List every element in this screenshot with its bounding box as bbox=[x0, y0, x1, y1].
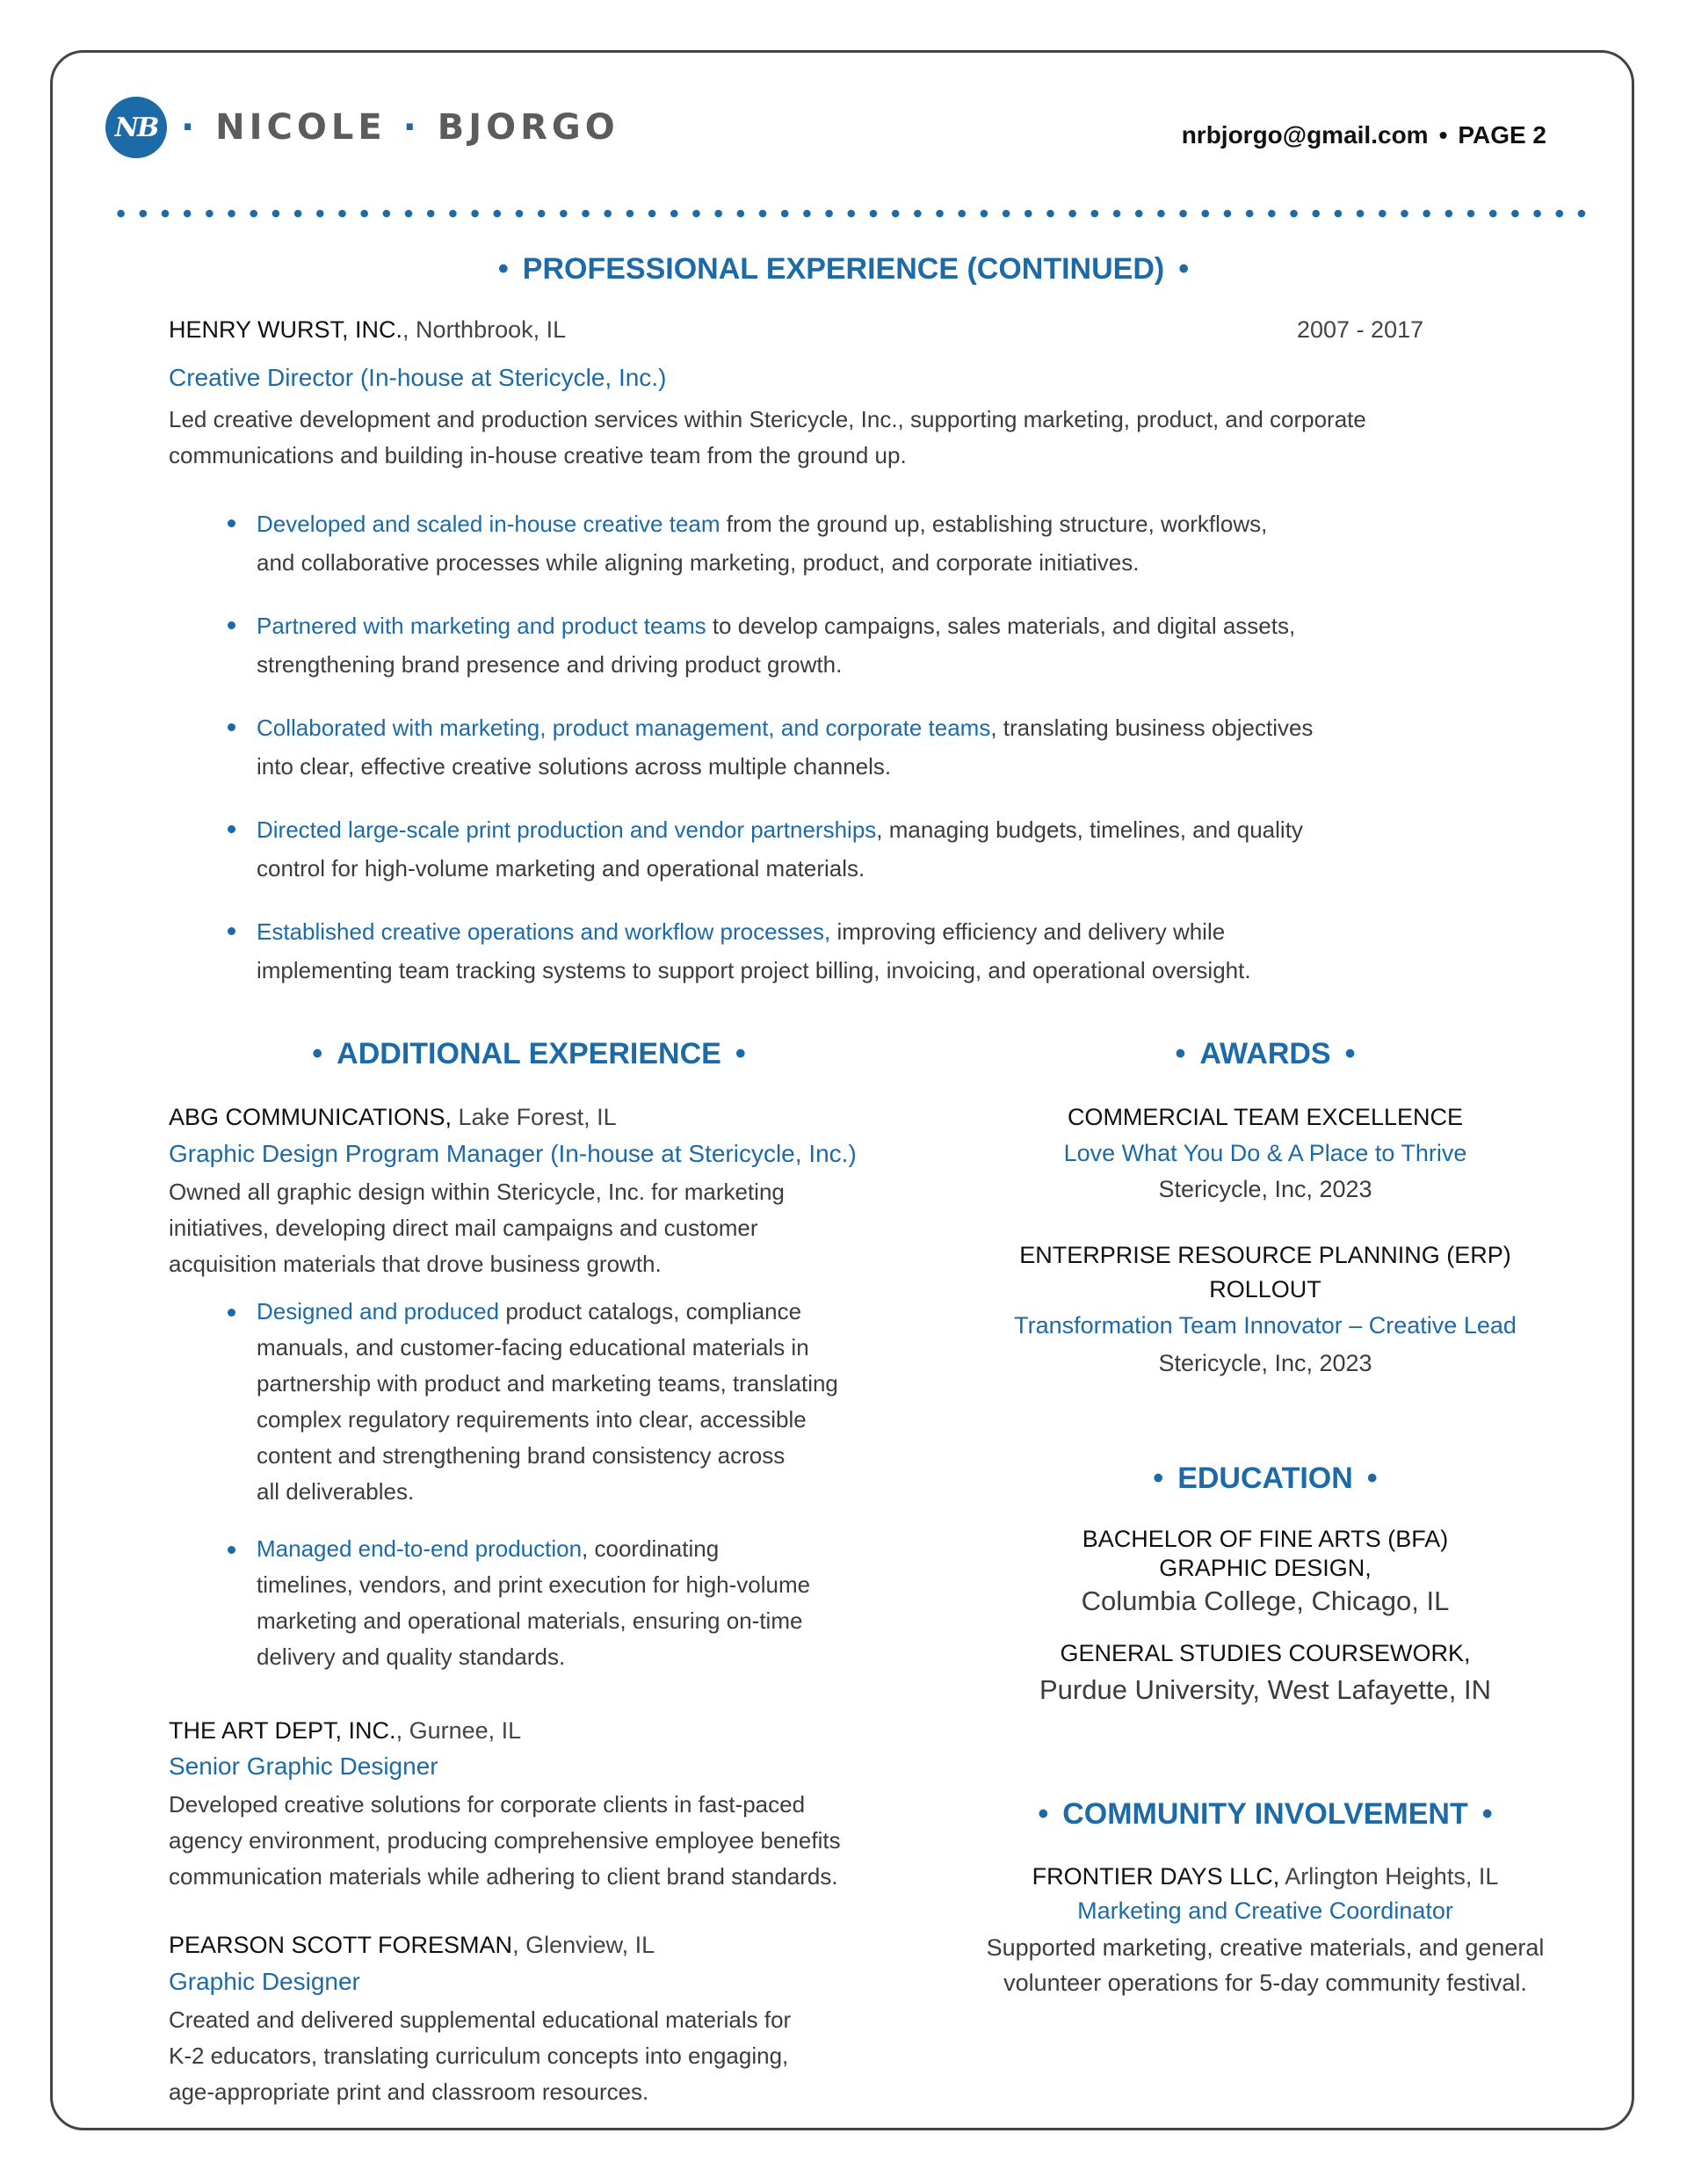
professional-bullets bbox=[169, 504, 1531, 990]
award-1-org: Stericycle, Inc, 2023 bbox=[1158, 1176, 1372, 1202]
section-title-additional: • ADDITIONAL EXPERIENCE • bbox=[312, 1037, 746, 1070]
role-creative-director: Creative Director (In-house at Stericycle, Inc.) bbox=[169, 364, 667, 391]
list-item: Developed and scaled in-house creative team from the ground up, establishing structure, workflows, and collaborative processes while aligning marketing, product, and corporate initiatives. bbox=[169, 504, 1531, 582]
professional-summary: Led creative development and production services within Stericycle, Inc., supporting marketing, product, and corporate communications and building in-house creative team from the ground up. bbox=[169, 406, 1366, 468]
role-art-dept: Senior Graphic Designer bbox=[169, 1752, 438, 1780]
section-title-professional: • PROFESSIONAL EXPERIENCE (CONTINUED) • bbox=[497, 252, 1190, 286]
abg-summary: Owned all graphic design within Stericycle, Inc. for marketing initiatives, developing direct mail campaigns and customer acquisition materials that drove business growth. bbox=[169, 1179, 785, 1277]
last-name: BJORGO bbox=[437, 107, 619, 148]
art-dept-summary: Developed creative solutions for corporate clients in fast-paced agency environment, producing comprehensive employee benefits communication materials while adhering to client brand standards. bbox=[169, 1791, 841, 1890]
list-item: Collaborated with marketing, product management, and corporate teams, translating business objectives into clear, effective creative solutions across multiple channels. bbox=[169, 708, 1531, 786]
award-2-name-cont: ROLLOUT bbox=[1209, 1276, 1321, 1302]
logo-initials: NB bbox=[114, 112, 158, 143]
pearson-summary: Created and delivered supplemental educational materials for K-2 educators, translating curriculum concepts into engaging, age-appropriate print and classroom resources. bbox=[169, 2006, 792, 2105]
logo-name: · NICOLE · BJORGO bbox=[181, 107, 619, 148]
degree-1-major: GRAPHIC DESIGN, bbox=[1159, 1555, 1372, 1581]
section-title-awards: • AWARDS • bbox=[1175, 1037, 1356, 1070]
abg-bullets bbox=[169, 1294, 924, 1675]
education-list bbox=[967, 1526, 1564, 1706]
community-list bbox=[967, 1863, 1564, 2000]
company-pearson: PEARSON SCOTT FORESMAN, Glenview, IL bbox=[169, 1932, 655, 1958]
role-pearson: Graphic Designer bbox=[169, 1968, 360, 1995]
logo-monogram bbox=[105, 97, 167, 158]
company-abg: ABG COMMUNICATIONS, Lake Forest, IL bbox=[169, 1104, 617, 1130]
company-art-dept: THE ART DEPT, INC., Gurnee, IL bbox=[169, 1717, 522, 1744]
award-2-sub: Transformation Team Innovator – Creative Lead bbox=[1014, 1312, 1517, 1339]
list-item: Established creative operations and workflow processes, improving efficiency and delivery while implementing team tracking systems to support project billing, invoicing, and operational oversight. bbox=[169, 912, 1531, 990]
award-1-name: COMMERCIAL TEAM EXCELLENCE bbox=[1067, 1104, 1464, 1130]
list-item: Directed large-scale print production and vendor partnerships, managing budgets, timelines, and quality control for high-volume marketing and operational materials. bbox=[169, 810, 1531, 888]
list-item: Managed end-to-end production, coordinating timelines, vendors, and print execution for high-volume marketing and operational materials, ensuring on-time delivery and quality standards. bbox=[169, 1531, 924, 1675]
award-1-sub: Love What You Do & A Place to Thrive bbox=[1063, 1140, 1467, 1166]
degree-2: GENERAL STUDIES COURSEWORK, bbox=[1060, 1640, 1471, 1666]
first-name: NICOLE bbox=[215, 107, 387, 148]
email: nrbjorgo@gmail.com bbox=[1181, 121, 1429, 149]
community-desc: Supported marketing, creative materials, and general volunteer operations for 5-day community festival. bbox=[986, 1934, 1545, 1996]
dates-henry-wurst: 2007 - 2017 bbox=[1297, 316, 1424, 343]
awards-list bbox=[967, 1104, 1564, 1377]
community-role: Marketing and Creative Coordinator bbox=[1077, 1897, 1453, 1924]
degree-1: BACHELOR OF FINE ARTS (BFA) bbox=[1082, 1526, 1449, 1552]
role-abg: Graphic Design Program Manager (In-house at Stericycle, Inc.) bbox=[169, 1140, 857, 1167]
section-title-community: • COMMUNITY INVOLVEMENT • bbox=[1038, 1797, 1493, 1831]
community-org: FRONTIER DAYS LLC, Arlington Heights, IL bbox=[1032, 1863, 1499, 1890]
list-item: Designed and produced product catalogs, compliance manuals, and customer-facing educational materials in partnership with product and marketing teams, translating complex regulatory requirements into clear, accessible content and strengthening brand consistency across all deliverables. bbox=[169, 1294, 924, 1510]
award-2-name: ENTERPRISE RESOURCE PLANNING (ERP) bbox=[1019, 1242, 1511, 1268]
dotted-divider bbox=[110, 209, 1590, 218]
award-2-org: Stericycle, Inc, 2023 bbox=[1158, 1350, 1372, 1376]
company-henry-wurst: HENRY WURST, INC., Northbrook, IL bbox=[169, 316, 567, 343]
contact-line: nrbjorgo@gmail.com • PAGE 2 bbox=[1181, 121, 1546, 149]
list-item: Partnered with marketing and product teams to develop campaigns, sales materials, and digital assets, strengthening brand presence and driving product growth. bbox=[169, 606, 1531, 684]
school-2: Purdue University, West Lafayette, IN bbox=[1039, 1674, 1491, 1705]
section-title-education: • EDUCATION • bbox=[1153, 1462, 1378, 1495]
logo bbox=[105, 97, 619, 158]
school-1: Columbia College, Chicago, IL bbox=[1081, 1585, 1450, 1616]
page-number: PAGE 2 bbox=[1458, 121, 1546, 149]
